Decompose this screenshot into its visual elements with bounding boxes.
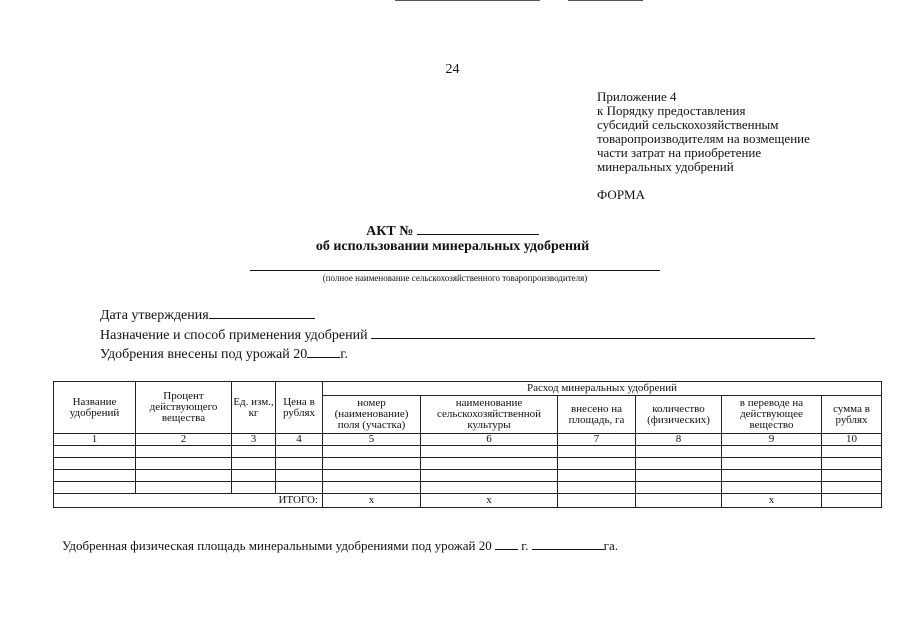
harvest-prefix: Удобрения внесены под урожай 20: [100, 347, 308, 362]
producer-hint: (полное наименование сельскохозяйственного товаропроизводителя): [322, 273, 588, 283]
header-unit: Ед. изм., кг: [232, 382, 276, 434]
table-cell: [421, 446, 558, 458]
header-price: Цена в рублях: [276, 382, 323, 434]
table-cell: [54, 482, 136, 494]
appendix-line: Приложение 4: [597, 89, 677, 104]
header-name: Название удобрений: [54, 382, 136, 434]
header-active: в переводе на действующее вещество: [722, 396, 822, 434]
table-cell: [558, 458, 636, 470]
header-quantity: количество (физических): [636, 396, 722, 434]
table-cell: [722, 458, 822, 470]
table-cell: [822, 470, 882, 482]
total-cell: [636, 494, 722, 508]
table-row: [54, 458, 882, 470]
table-cell: [276, 458, 323, 470]
harvest-year-blank: [307, 345, 340, 358]
table-cell: [421, 470, 558, 482]
total-cell: х: [722, 494, 822, 508]
table-cell: [421, 482, 558, 494]
table-cell: [232, 458, 276, 470]
fertilized-area-text: Удобренная физическая площадь минеральными удобрениями под урожай 20: [62, 538, 492, 553]
table-cell: [822, 482, 882, 494]
approval-date-label: Дата утверждения: [100, 308, 209, 323]
column-number: 7: [558, 434, 636, 446]
act-title-prefix: АКТ №: [366, 224, 414, 239]
table-cell: [558, 470, 636, 482]
header-field-no: номер (наименование) поля (участка): [323, 396, 421, 434]
bottom-area-blank: [532, 538, 604, 550]
header-area: внесено на площадь, га: [558, 396, 636, 434]
bottom-year-suffix: г.: [521, 538, 529, 553]
scan-artifact-line: [568, 0, 643, 1]
table-cell: [323, 482, 421, 494]
column-number: 5: [323, 434, 421, 446]
column-number: 6: [421, 434, 558, 446]
table-cell: [232, 482, 276, 494]
column-number: 4: [276, 434, 323, 446]
column-number: 10: [822, 434, 882, 446]
fertilizer-table: [53, 381, 882, 508]
purpose-blank: [371, 326, 815, 339]
table-cell: [558, 482, 636, 494]
header-crop: наименование сельскохозяйственной культуры: [421, 396, 558, 434]
harvest-suffix: г.: [340, 347, 348, 362]
table-cell: [54, 458, 136, 470]
header-sum: сумма в рублях: [822, 396, 882, 434]
column-number: 9: [722, 434, 822, 446]
total-cell: [558, 494, 636, 508]
table-cell: [636, 446, 722, 458]
appendix-line: к Порядку предоставления: [597, 103, 746, 118]
appendix-block: [597, 90, 810, 174]
table-cell: [276, 470, 323, 482]
column-number-row: [54, 434, 882, 446]
table-cell: [276, 482, 323, 494]
table-cell: [136, 446, 232, 458]
table-cell: [54, 470, 136, 482]
column-number: 2: [136, 434, 232, 446]
table-row: [54, 482, 882, 494]
table-cell: [636, 470, 722, 482]
bottom-unit: га.: [603, 538, 618, 553]
table-cell: [722, 446, 822, 458]
page-number: 24: [445, 62, 460, 77]
bottom-year-blank: [495, 538, 518, 550]
header-percent: Процент действующего вещества: [136, 382, 232, 434]
appendix-line: субсидий сельскохозяйственным: [597, 117, 779, 132]
appendix-line: части затрат на приобретение: [597, 145, 762, 160]
table-cell: [136, 458, 232, 470]
table-cell: [232, 446, 276, 458]
scan-artifact-line: [395, 0, 540, 1]
table-cell: [232, 470, 276, 482]
appendix-line: товаропроизводителям на возмещение: [597, 131, 810, 146]
total-row: [54, 494, 882, 508]
harvest-field: [100, 345, 348, 363]
approval-date-blank: [209, 306, 315, 319]
table-cell: [822, 458, 882, 470]
fertilized-area-line: [62, 538, 618, 554]
table-cell: [323, 458, 421, 470]
column-number: 3: [232, 434, 276, 446]
act-title: [0, 221, 905, 240]
table-cell: [136, 470, 232, 482]
producer-name-line: [250, 270, 660, 271]
table-cell: [276, 446, 323, 458]
table-cell: [636, 458, 722, 470]
purpose-field: [100, 326, 815, 344]
table-cell: [722, 470, 822, 482]
total-label: ИТОГО:: [54, 494, 323, 508]
purpose-label: Назначение и способ применения удобрений: [100, 328, 368, 343]
total-cell: х: [323, 494, 421, 508]
table-cell: [421, 458, 558, 470]
act-number-blank: [417, 221, 539, 235]
total-cell: х: [421, 494, 558, 508]
table-row: [54, 446, 882, 458]
act-subtitle: об использовании минеральных удобрений: [315, 239, 590, 254]
table-cell: [323, 446, 421, 458]
table-cell: [54, 446, 136, 458]
table-cell: [822, 446, 882, 458]
column-number: 1: [54, 434, 136, 446]
table-cell: [323, 470, 421, 482]
column-number: 8: [636, 434, 722, 446]
table-cell: [722, 482, 822, 494]
appendix-line: минеральных удобрений: [597, 159, 734, 174]
table-row: [54, 470, 882, 482]
table-cell: [558, 446, 636, 458]
table-cell: [136, 482, 232, 494]
approval-date-field: [100, 306, 315, 324]
table-cell: [636, 482, 722, 494]
total-cell: [822, 494, 882, 508]
table-header-row: [54, 382, 882, 396]
header-group: Расход минеральных удобрений: [323, 382, 882, 396]
form-label: ФОРМА: [597, 187, 645, 202]
